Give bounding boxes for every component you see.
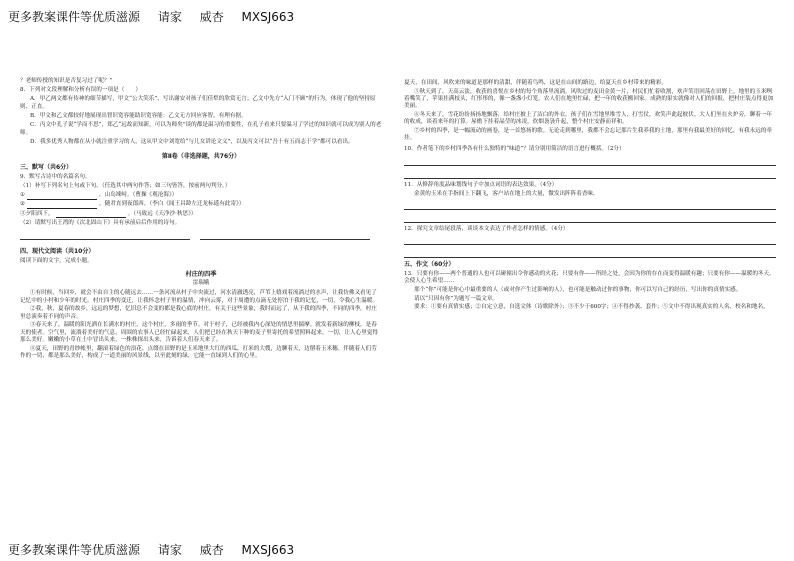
essay-para-7: ⑦乡村的四季，是一幅流动的画卷，是一首悠扬的歌。无论走到哪里，我都不会忘记那片生我养我的土地，那里有我最美好的回忆，有我永远的牵挂。 xyxy=(404,128,773,142)
essay-author: 雷瑞娥 xyxy=(192,279,210,286)
bottom-banner xyxy=(8,541,308,558)
q9-a-blank[interactable] xyxy=(27,194,97,200)
q13-task: 请以“只因有你”为题写一篇文章。 xyxy=(414,295,499,302)
essay-para-5: ⑤秋天到了，天高云淡，收获的喜悦在乡村的每个角落里流淌。风吹过的麦田金黄一片，村民们忙着收割，欢声笑语回荡在田野上。地里的玉米咧着嘴笑了，苹果挂满枝头，红彤彤的，像一盏盏小灯笼。农人们在地里忙碌，把一年的收获搬回家。成熟的果实就像对人们的回报，把村庄装点得更加美丽。 xyxy=(404,88,774,110)
q9-part1: （1）补写下列名句上句或下句。（任选其中两句作答；如三句皆答，按前两句判分。） xyxy=(20,183,231,190)
banner-code: MXSJ663 xyxy=(241,10,295,24)
essay-para-4b: 夏天，在田间，风吹来的味道是那样的清甜，伴随着鸟鸣，这是在山间的路边，给夏天在乡村带来的精彩。 xyxy=(404,80,667,86)
section-3-heading: 三、默写（共6分） xyxy=(20,164,73,172)
essay-para-4: ④夏天，田野的青纱帐里，翻滚着绿色的浪花。点缀在田野的是玉米地里大红的西瓜，打米的大嫂，边聊着天，边掰着玉米穗。伴随着人们劳作的一切，都是那么美好，构成了一道美丽的风景线，以至此刻的绿，它能一直绿到人们的心里。 xyxy=(20,345,377,359)
q12-answer-line-2[interactable] xyxy=(404,248,776,258)
q10: 10．作者笔下的乡村四季各有什么独特的“味道”？请分别用简洁的语言进行概括。（2分） xyxy=(404,146,625,153)
q13-requirements: 要求：①要有真情实感；②自定立意，自选文体（诗歌除外）；③不少于600字；④不得抄袭、套作；⑤文中不得出现真实的人名、校名和地名。 xyxy=(414,304,769,311)
banner-text: 更多教案课件等优质滋源 xyxy=(8,10,141,24)
q12-answer-line-1[interactable] xyxy=(404,235,776,245)
essay-para-1: ①有时候，当回乡，就会不由自主的心随远去……一条河流从村子中央流过，河水清澈透亮，芦苇上嬉戏着流淌过的水声，让我仿佛又看见了记忆中的小村和少年的时光。村庄四季的变迁，让我怀念村子里的温情，冲向云雾，对于周遭的点滴无处停泊于我的记忆，一切，令我心生温暖。 xyxy=(20,290,379,304)
q10-answer-line-1[interactable] xyxy=(404,156,776,166)
q9-c-blank[interactable] xyxy=(56,212,126,218)
banner-code-bottom: MXSJ663 xyxy=(241,543,295,557)
q8-option-a: A．甲乙两文都有传神的细节描写，甲文“公大笑乐”，写出谢安对孩子们佳犁的欣赏无言；乙文中先方“入门不顾”的行为，体现了他的坚持原则、正直。 xyxy=(20,96,376,110)
essay-title: 村庄的四季 xyxy=(185,271,217,279)
q8-option-c: C．丙文中孔子说“学而不思”，郑乙“远故而知新，可以为师矣”谈的都是温习的重要性，在孔子看来只要温习了学过的知识就可以成为别人的老师。 xyxy=(20,122,382,136)
q8-option-d: D．我多优秀人物都在从小就注重学习的人，这从甲文中刘宽给“与儿女讲论文义”，以及丙文可以“吾十有五而志于学”都可以看出。 xyxy=(30,139,354,146)
banner-name: 威杏 xyxy=(199,10,224,24)
essay-para-6: ⑥冬天来了，雪花纷纷扬扬地飘落，给村庄披上了洁白的外衣。孩子们在雪地里堆雪人、打雪仗，欢笑声此起彼伏。大人们坐在火炉旁，聊着一年的收成，谈着来年的打算。屋檐下挂着晶莹的冰凌，炊烟袅袅升起，整个村庄安静而祥和。 xyxy=(404,112,773,126)
q9-b-text: ，随君直到夜郎西。（李白《闻王昌龄左迁龙标遥有此寄》） xyxy=(99,201,245,208)
q8-stem: 8．下列对文段理解和分析有误的一项是（ ） xyxy=(20,87,142,94)
q9-answer-line-2[interactable] xyxy=(200,230,370,240)
top-banner xyxy=(8,8,308,25)
essay-para-3: ③春天来了，温暖的阳光洒在长满水的村庄，这个村庄，多雨的季节。对于村子，已经被我内心深处的情思里揣摩。就发着新绿的柳枝，是春天的使者。空气里，流淌着美好的气息，周围的农事人已经忙碌起来，人们把已经在秋天下种的麦子里寄托的希望照料起来。一切，让人心里觉得那么美好。嫩嫩的小草在土中冒出头来，一株株探出头来，告诉着人们春天来了。 xyxy=(20,322,379,343)
q9-line-b xyxy=(20,201,382,209)
banner-contact: 请家 xyxy=(157,10,182,24)
q13-explain: 那个“你”可能是你心中最重要的人（或对你产生过影响的人），也可能是触动过你的事物，你可以写自己的经历，写出你的真情实感。 xyxy=(414,286,742,293)
q13-prompt: 13．只要有你——两个普通的人也可以碰撞出令你感动的火花；只要有你——所经之处，会因为你的存在而变得温暖有趣；只要有你——温暖的冬天，会使人心生希望…… xyxy=(404,270,775,284)
q10-answer-line-2[interactable] xyxy=(404,169,776,179)
q9-answer-line-1[interactable] xyxy=(20,230,190,240)
banner-contact-bottom: 请家 xyxy=(157,543,182,557)
q12: 12．探究文章结尾段落，谈谈本文表达了作者怎样的情感。（4分） xyxy=(404,225,569,232)
left-column xyxy=(20,78,382,362)
q9-part2: （2）请默写出王湾的《次北固山下》具有承前启后作用的诗句。 xyxy=(20,219,181,226)
q11-sentence: 金黄的玉米在手指间上下翻飞，客户站在地上的大量，微发出阵阵着香味。 xyxy=(414,190,599,197)
q7-tail: ？老师传授的知识是否复习过了呢？” xyxy=(20,78,113,84)
q9-stem: 9．默写古诗中的名篇名句。 xyxy=(20,173,91,180)
q9-a-text: ，山岛竦峙。（曹操《观沧海》） xyxy=(99,192,178,199)
banner-name-bottom: 威杏 xyxy=(199,543,224,557)
essay-para-2: ②我，秋，夏春的故乡，远远的梦想，忆旧总不会变的都是我心底的村庄，有关于这些景象，我时而远了，从于我的四季，不同的四季，村庄里总演奏着不同的声音。 xyxy=(20,306,377,320)
q9-line-a xyxy=(20,192,382,200)
q11-answer-line-1[interactable] xyxy=(404,200,776,210)
q9-line-c xyxy=(20,211,382,219)
part2-title: 第Ⅱ卷（非选择题，共76分） xyxy=(161,152,241,160)
q9-c-text1: ③夕阳西下， xyxy=(20,210,54,217)
q11-answer-line-2[interactable] xyxy=(404,213,776,223)
section-5-heading: 五、作文（60分） xyxy=(404,261,455,269)
q9-c-text2: 。（马致远《天净沙·秋思》） xyxy=(127,210,197,217)
q9-b-blank[interactable] xyxy=(27,203,97,209)
section-4-heading: 四、现代文阅读（共10分） xyxy=(20,248,95,256)
q11: 11．从修辞角度品味划线句子中加点词语的表达效果。（4分） xyxy=(404,181,558,188)
q8-option-b: B．甲文和乙文都较好地展现出智识宽容能助识宽容能：乙文无方回应客智，有理有据。 xyxy=(30,113,247,120)
q9-a-num: ① xyxy=(20,192,26,199)
reading-intro: 阅读下面的文字，完成小题。 xyxy=(20,257,93,264)
q9-b-num: ② xyxy=(20,201,26,208)
right-column xyxy=(404,80,776,313)
banner-text-bottom: 更多教案课件等优质滋源 xyxy=(8,543,141,557)
